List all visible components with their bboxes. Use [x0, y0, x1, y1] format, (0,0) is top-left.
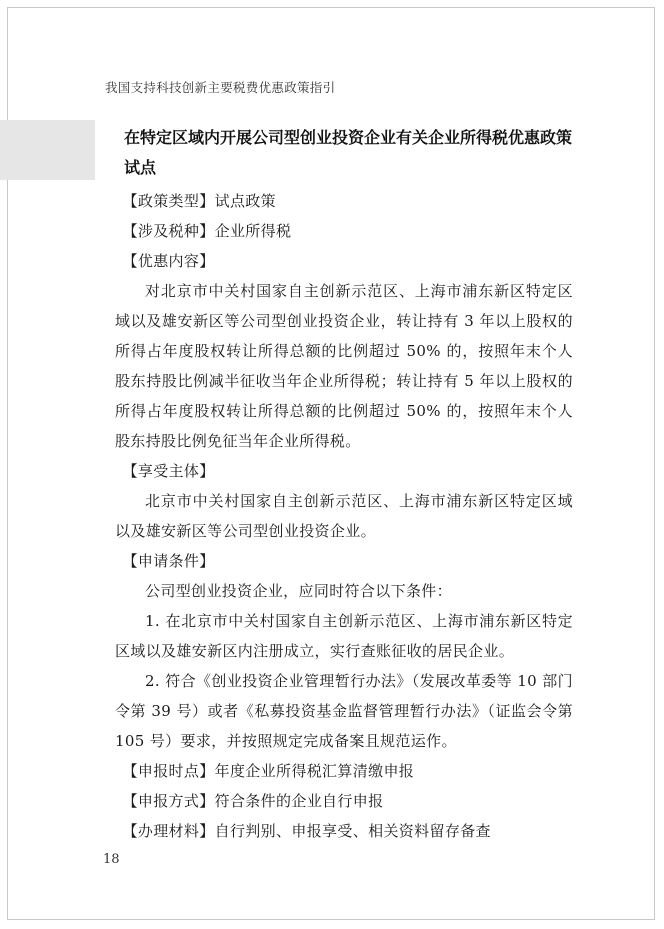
condition-item-1: 1. 在北京市中关村国家自主创新示范区、上海市浦东新区特定区域以及雄安新区内注册成立，实行查账征收的居民企业。 — [115, 612, 573, 660]
content-label: 【优惠内容】 — [122, 252, 215, 270]
content-paragraph: 对北京市中关村国家自主创新示范区、上海市浦东新区特定区域以及雄安新区等公司型创业投资企业，转让持有 3 年以上股权的所得占年度股权转让所得总额的比例超过 50% 的，按照年末个人股东持股比例减半征收当年企业所得税；转让持有 5 年以上股权的所得占年度股权转让所得总额的比例超过 50% 的，按照年末个人股东持股比例免征当年企业所得税。 — [115, 282, 573, 450]
beneficiary-paragraph: 北京市中关村国家自主创新示范区、上海市浦东新区特定区域以及雄安新区等公司型创业投资企业。 — [115, 492, 573, 540]
condition-item-2: 2. 符合《创业投资企业管理暂行办法》（发展改革委等 10 部门令第 39 号）或者《私募投资基金监督管理暂行办法》（证监会令第 105 号）要求，并按照规定完成备案且规范运作。 — [115, 672, 573, 750]
side-tab-marker — [0, 120, 95, 180]
materials-row — [115, 816, 573, 846]
running-header: 我国支持科技创新主要税费优惠政策指引 — [105, 80, 336, 95]
filing-time-row — [115, 756, 573, 786]
filing-method-value: 符合条件的企业自行申报 — [214, 792, 384, 810]
policy-type-row — [115, 186, 573, 216]
page-number: 18 — [103, 852, 120, 867]
tax-type-label: 【涉及税种】 — [122, 222, 215, 240]
conditions-label: 【申请条件】 — [122, 552, 215, 570]
tax-type-value: 企业所得税 — [214, 222, 292, 240]
conditions-intro: 公司型创业投资企业，应同时符合以下条件： — [145, 582, 453, 600]
conditions-row — [115, 546, 573, 576]
policy-type-label: 【政策类型】 — [122, 192, 215, 210]
policy-type-value: 试点政策 — [214, 192, 277, 210]
beneficiary-row — [115, 456, 573, 486]
materials-label: 【办理材料】 — [122, 822, 215, 840]
policy-body — [115, 186, 573, 846]
filing-method-label: 【申报方式】 — [122, 792, 215, 810]
section-title: 在特定区域内开展公司型创业投资企业有关企业所得税优惠政策试点 — [124, 128, 573, 177]
materials-value: 自行判别、申报享受、相关资料留存备查 — [214, 822, 491, 840]
filing-time-label: 【申报时点】 — [122, 762, 215, 780]
filing-time-value: 年度企业所得税汇算清缴申报 — [214, 762, 415, 780]
beneficiary-label: 【享受主体】 — [122, 462, 215, 480]
filing-method-row — [115, 786, 573, 816]
tax-type-row — [115, 216, 573, 246]
content-row — [115, 246, 573, 276]
